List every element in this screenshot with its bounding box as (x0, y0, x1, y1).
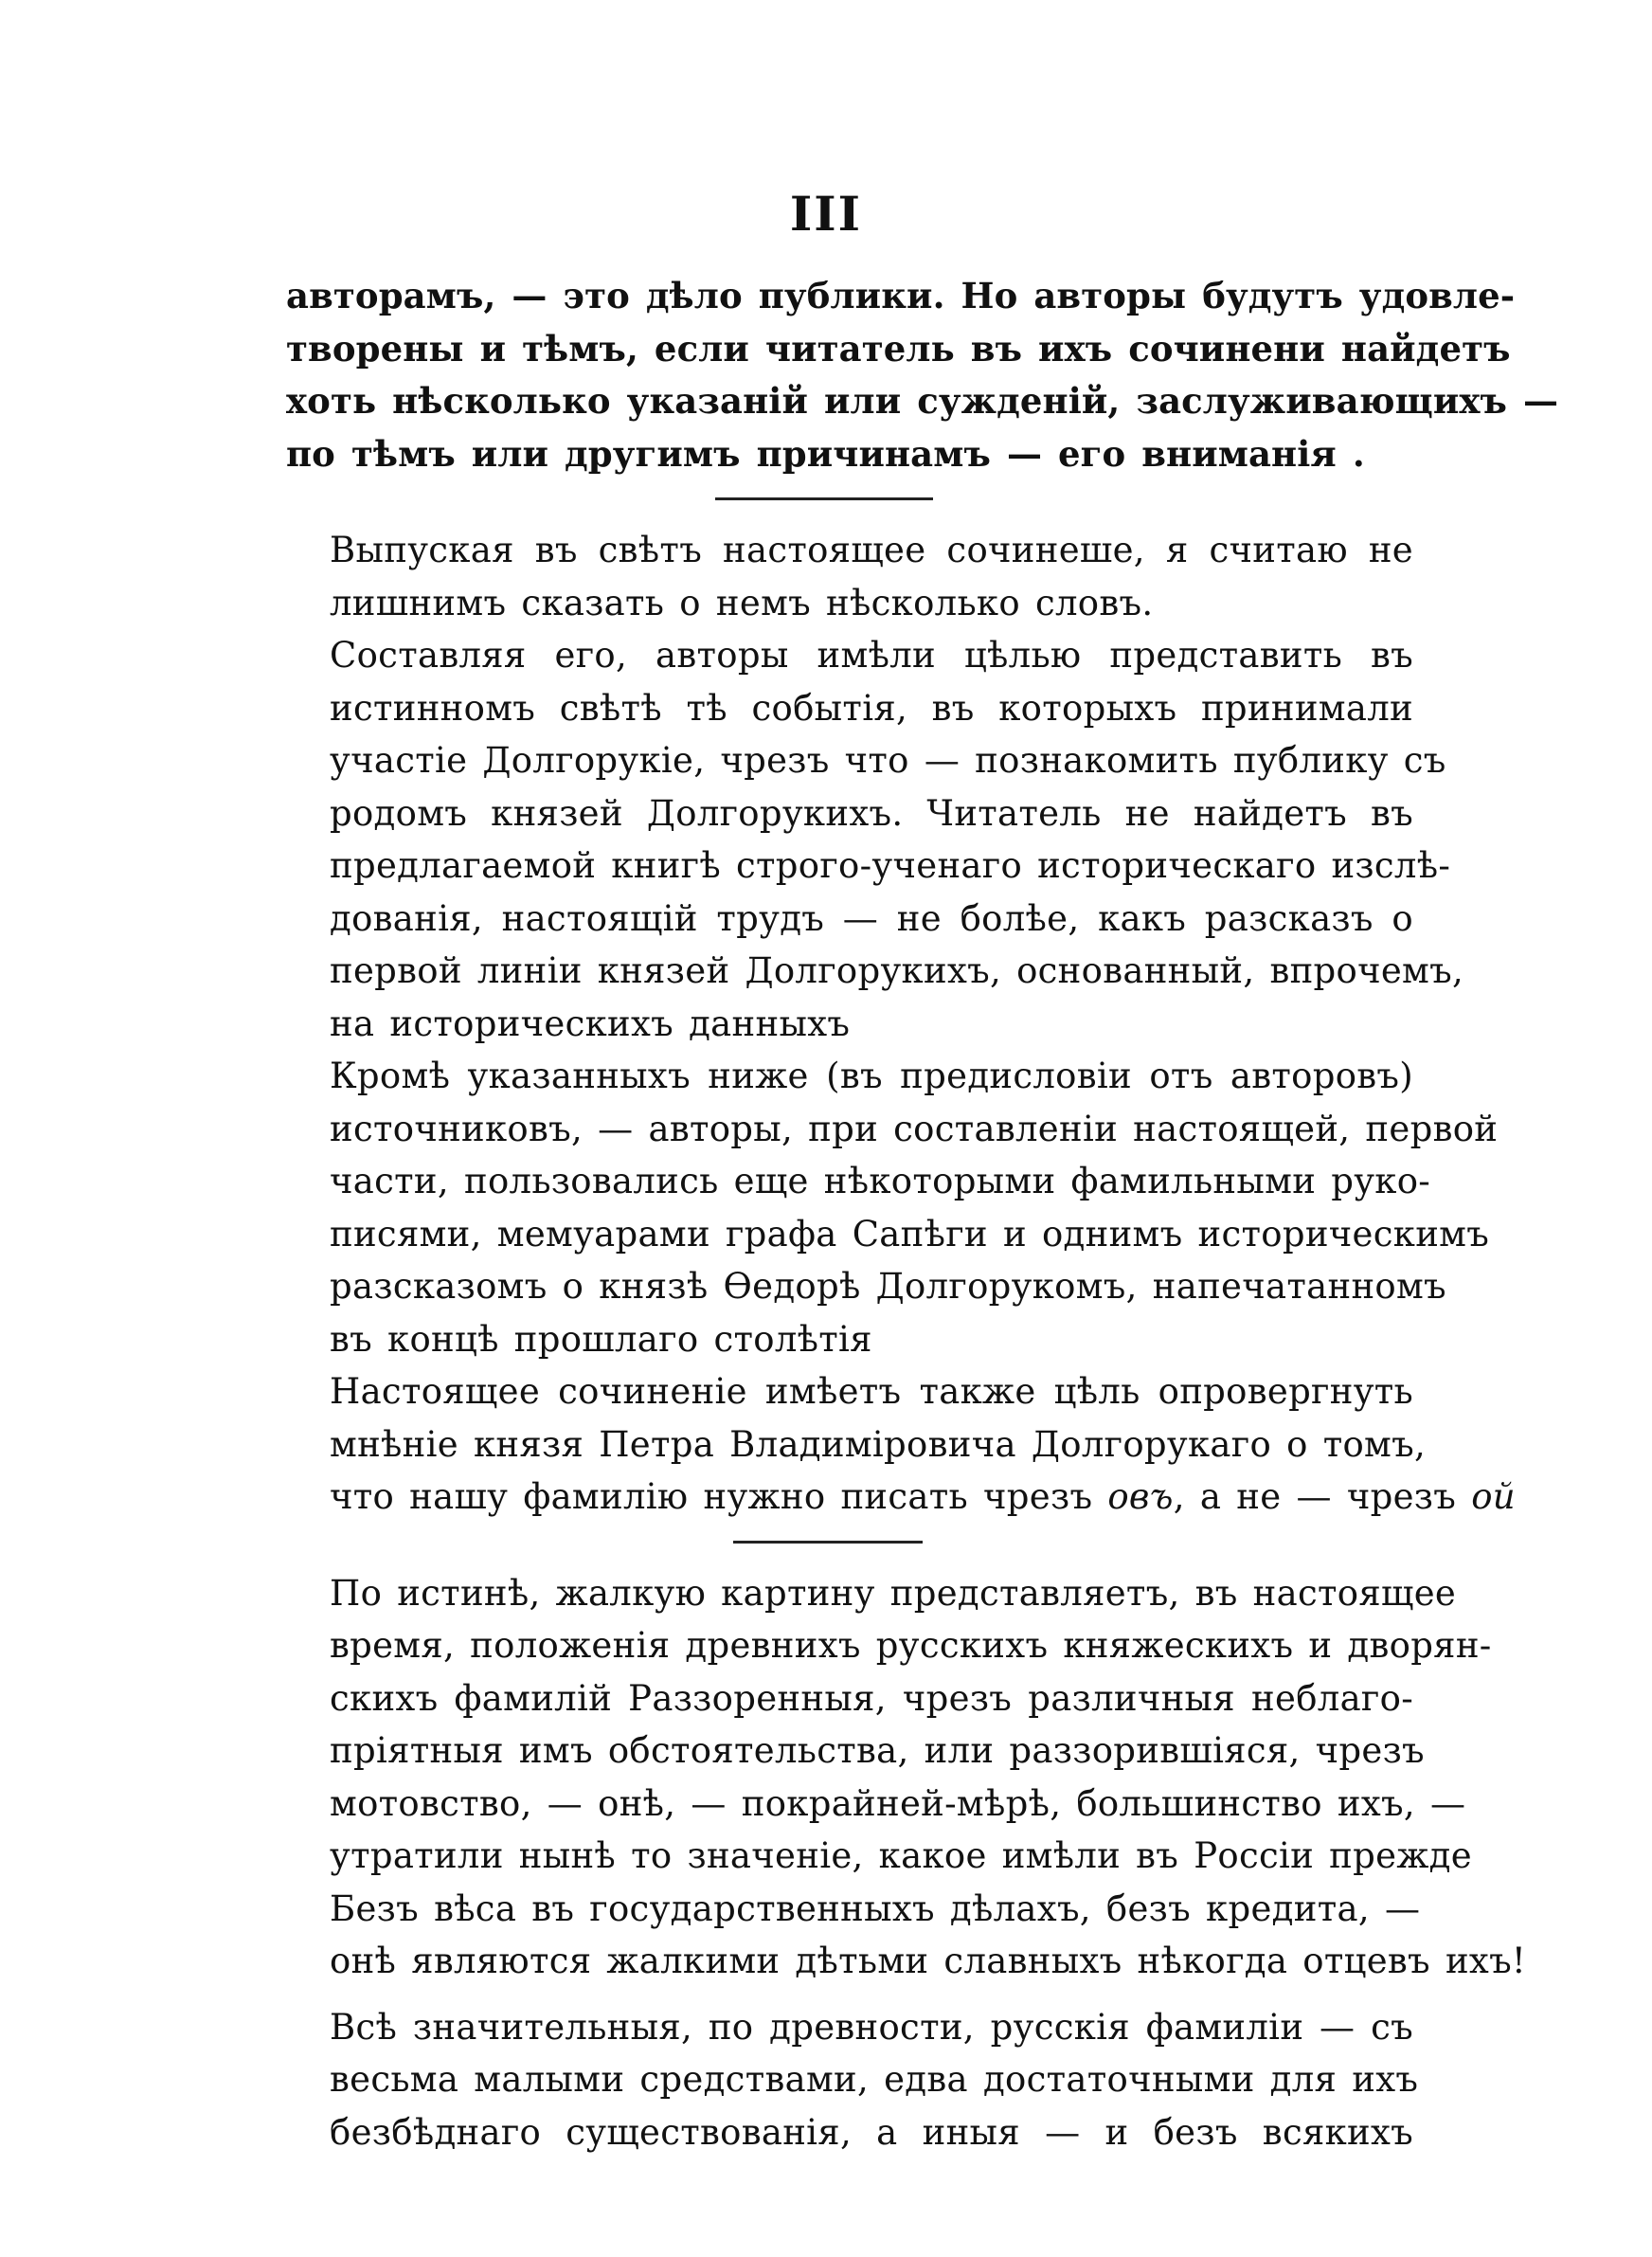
text-line: Составляя его, авторы имѣли цѣлью представить въ (330, 635, 1413, 676)
italic-text: ой (1471, 1476, 1516, 1517)
text-line: Безъ вѣса въ государственныхъ дѣлахъ, безъ кредита, — (330, 1887, 1421, 1929)
text-line: родомъ князей Долгорукихъ. Читатель не найдетъ въ (330, 792, 1413, 834)
text-line: дованія, настоящій трудъ — не болѣе, какъ разсказъ о (330, 897, 1413, 939)
text-line: части, пользовались еще нѣкоторыми фамильными руко- (330, 1161, 1431, 1201)
text-line: истинномъ свѣтѣ тѣ событія, въ которыхъ принимали (330, 687, 1413, 729)
text-line: Настоящее сочиненіе имѣетъ также цѣль опровергнуть (330, 1371, 1413, 1412)
text-body (286, 270, 1559, 2158)
text-line: Кромѣ указанныхъ ниже (въ предисловіи отъ авторовъ) (330, 1056, 1413, 1096)
text-line: Всѣ значительныя, по древности, русскія фамиліи — съ (330, 2006, 1413, 2048)
text-line: авторамъ, — это дѣло публики. Но авторы будутъ удовле- (286, 275, 1516, 316)
text-line: время, положенія древнихъ русскихъ княжескихъ и дворян- (330, 1625, 1492, 1666)
text-line: По истинѣ, жалкую картину представляетъ, въ настоящее (330, 1572, 1457, 1614)
text-line: творены и тѣмъ, если читатель въ ихъ сочинени найдетъ (286, 327, 1511, 370)
text-line: онѣ являются жалкими дѣтьми славныхъ нѣкогда отцевъ ихъ! (330, 1941, 1527, 1981)
paragraph (286, 1365, 1516, 1524)
paragraph-continuation (286, 270, 1559, 480)
section-divider (286, 480, 1413, 524)
text-line: лишнимъ сказать о немъ нѣсколько словъ. (330, 582, 1154, 623)
section-divider (286, 1524, 1413, 1567)
paragraph (286, 2001, 1419, 2159)
paragraph (286, 524, 1413, 629)
text-line: писями, мемуарами графа Сапѣги и однимъ историческимъ (330, 1213, 1490, 1255)
text-line: утратили нынѣ то значеніе, какое имѣли въ Россіи прежде (330, 1835, 1472, 1876)
text-line: первой линіи князей Долгорукихъ, основанный, впрочемъ, (330, 950, 1464, 991)
paragraph (286, 1567, 1527, 1988)
text-line: скихъ фамилій Раззоренныя, чрезъ различныя неблаго- (330, 1677, 1413, 1719)
text-line: безбѣднаго существованія, а иныя — и безъ всякихъ (330, 2111, 1413, 2153)
text-line: по тѣмъ или другимъ причинамъ — его вниманія . (286, 432, 1365, 475)
text-line: мнѣніе князя Петра Владиміровича Долгорукаго о томъ, (330, 1423, 1427, 1465)
page-number: III (789, 186, 863, 242)
italic-text: овъ (1107, 1476, 1174, 1517)
text-line: хоть нѣсколько указаній или сужденій, заслуживающихъ — (286, 380, 1559, 422)
text-line: на историческихъ данныхъ (330, 1002, 851, 1044)
text-line: Выпуская въ свѣтъ настоящее сочинеше, я считаю не (330, 530, 1413, 570)
divider-rule (715, 497, 933, 500)
text-line: участіе Долгорукіе, чрезъ что — познакомить публику съ (330, 740, 1446, 781)
paragraph (286, 1050, 1499, 1365)
text-line: весьма малыми средствами, едва достаточными для ихъ (330, 2059, 1419, 2100)
text-fragment: , а не — чрезъ (1173, 1476, 1472, 1517)
divider-rule (733, 1541, 923, 1544)
text-line: мотовство, — онѣ, — покрайней-мѣрѣ, большинство ихъ, — (330, 1782, 1466, 1824)
text-line: предлагаемой книгѣ строго-ученаго историческаго изслѣ- (330, 845, 1451, 886)
text-line: пріятныя имъ обстоятельства, или раззорившіяся, чрезъ (330, 1730, 1425, 1771)
paragraph (286, 629, 1464, 1050)
text-line: въ концѣ прошлаго столѣтія (330, 1318, 872, 1360)
text-fragment: что нашу фамилію нужно писать чрезъ (330, 1476, 1108, 1517)
text-line: разсказомъ о князѣ Ѳедорѣ Долгорукомъ, напечатанномъ (330, 1266, 1446, 1307)
text-line-with-italics (286, 1471, 1516, 1524)
text-line: источниковъ, — авторы, при составленіи настоящей, первой (330, 1108, 1499, 1149)
